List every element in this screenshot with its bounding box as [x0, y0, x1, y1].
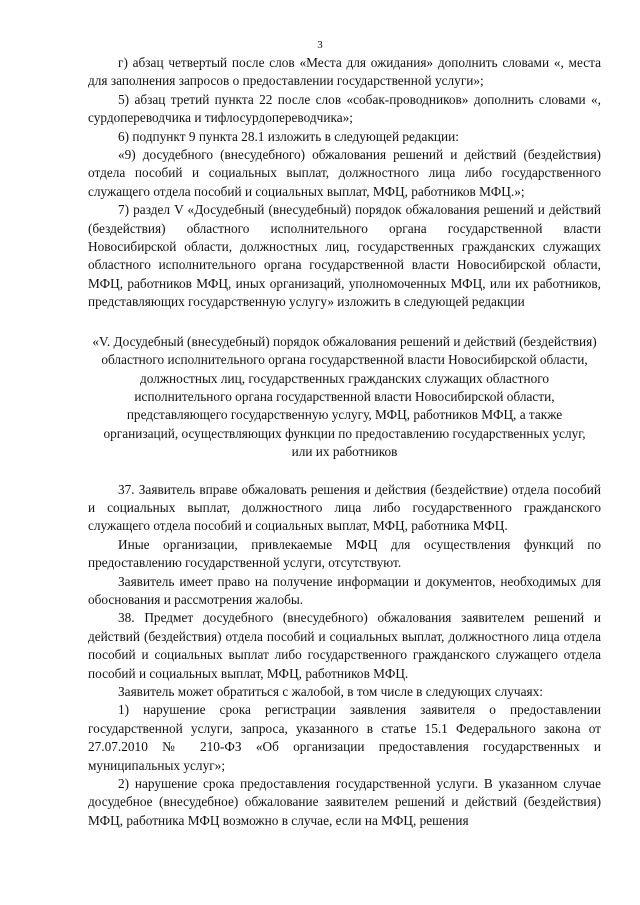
document-body: [88, 54, 601, 830]
paragraph-complaint-cases: Заявитель может обратиться с жалобой, в том числе в следующих случаях:: [118, 684, 543, 699]
paragraph-other-organizations: Иные организации, привлекаемые МФЦ для осуществления функций по предоставлению государственной услуги, отсутствуют.: [88, 536, 601, 571]
paragraph-item-7: 7) раздел V «Досудебный (внесудебный) порядок обжалования решений и действий (бездействия) областного исполнительного органа государственной власти Новосибирской области, должностных лиц, государственных гражданских служащих областного исполнительного органа государственной власти Новосибирской области, МФЦ, работников МФЦ, иных организаций, уполномоченных МФЦ, или их работников, представляющих государственную услугу» изложить в следующей редакции: [88, 202, 601, 310]
page-number: 3: [317, 39, 323, 51]
paragraph-case-1: 1) нарушение срока регистрации заявления заявителя о предоставлении государственной услуги, запроса, указанного в статье 15.1 Федерального закона от 27.07.2010 № 210-ФЗ «Об организации предоставления государственных и муниципальных услуг»;: [88, 702, 601, 773]
paragraph-applicant-rights: Заявитель имеет право на получение информации и документов, необходимых для обоснования и рассмотрения жалобы.: [88, 573, 601, 607]
paragraph-subitem-9: «9) досудебного (внесудебного) обжалования решений и действий (бездействия) отдела пособий и социальных выплат, должностного лица либо государственного служащего отдела пособий и социальных выплат, МФЦ, работников МФЦ.»;: [88, 147, 601, 199]
section-heading: «V. Досудебный (внесудебный) порядок обжалования решений и действий (бездействия) областного исполнительного органа государственной власти Новосибирской области, должностных лиц, государственных гражданских служащих областного исполнительного органа государственной власти Новосибирской области, представляющего государственную услугу, МФЦ, работников МФЦ, а также организаций, осуществляющих функции по предоставлению государственных услуг, или их работников: [92, 333, 597, 460]
paragraph-item-g: г) абзац четвертый после слов «Места для ожидания» дополнить словами «, места для заполнения запросов о предоставлении государственной услуги»;: [88, 55, 601, 89]
paragraph-case-2: 2) нарушение срока предоставления государственной услуги. В указанном случае досудебное (внесудебное) обжалование заявителем решений и действий (бездействия) МФЦ, работника МФЦ возможно в случае, если на МФЦ, решения: [88, 776, 601, 828]
paragraph-37: 37. Заявитель вправе обжаловать решения и действия (бездействие) отдела пособий и социальных выплат, должностного лица либо государственного гражданского служащего отдела пособий и социальных выплат, МФЦ, работника МФЦ.: [88, 481, 601, 534]
paragraph-item-5: 5) абзац третий пункта 22 после слов «собак-проводников» дополнить словами «, сурдопереводчика и тифлосурдопереводчика»;: [88, 91, 601, 126]
paragraph-38: 38. Предмет досудебного (внесудебного) обжалования заявителем решений и действий (бездействия) отдела пособий и социальных выплат, должностного лица отдела пособий и социальных выплат либо государственного гражданского служащего отдела пособий и социальных выплат, МФЦ, работников МФЦ.: [88, 610, 601, 681]
paragraph-item-6: 6) подпункт 9 пункта 28.1 изложить в следующей редакции:: [118, 128, 459, 144]
